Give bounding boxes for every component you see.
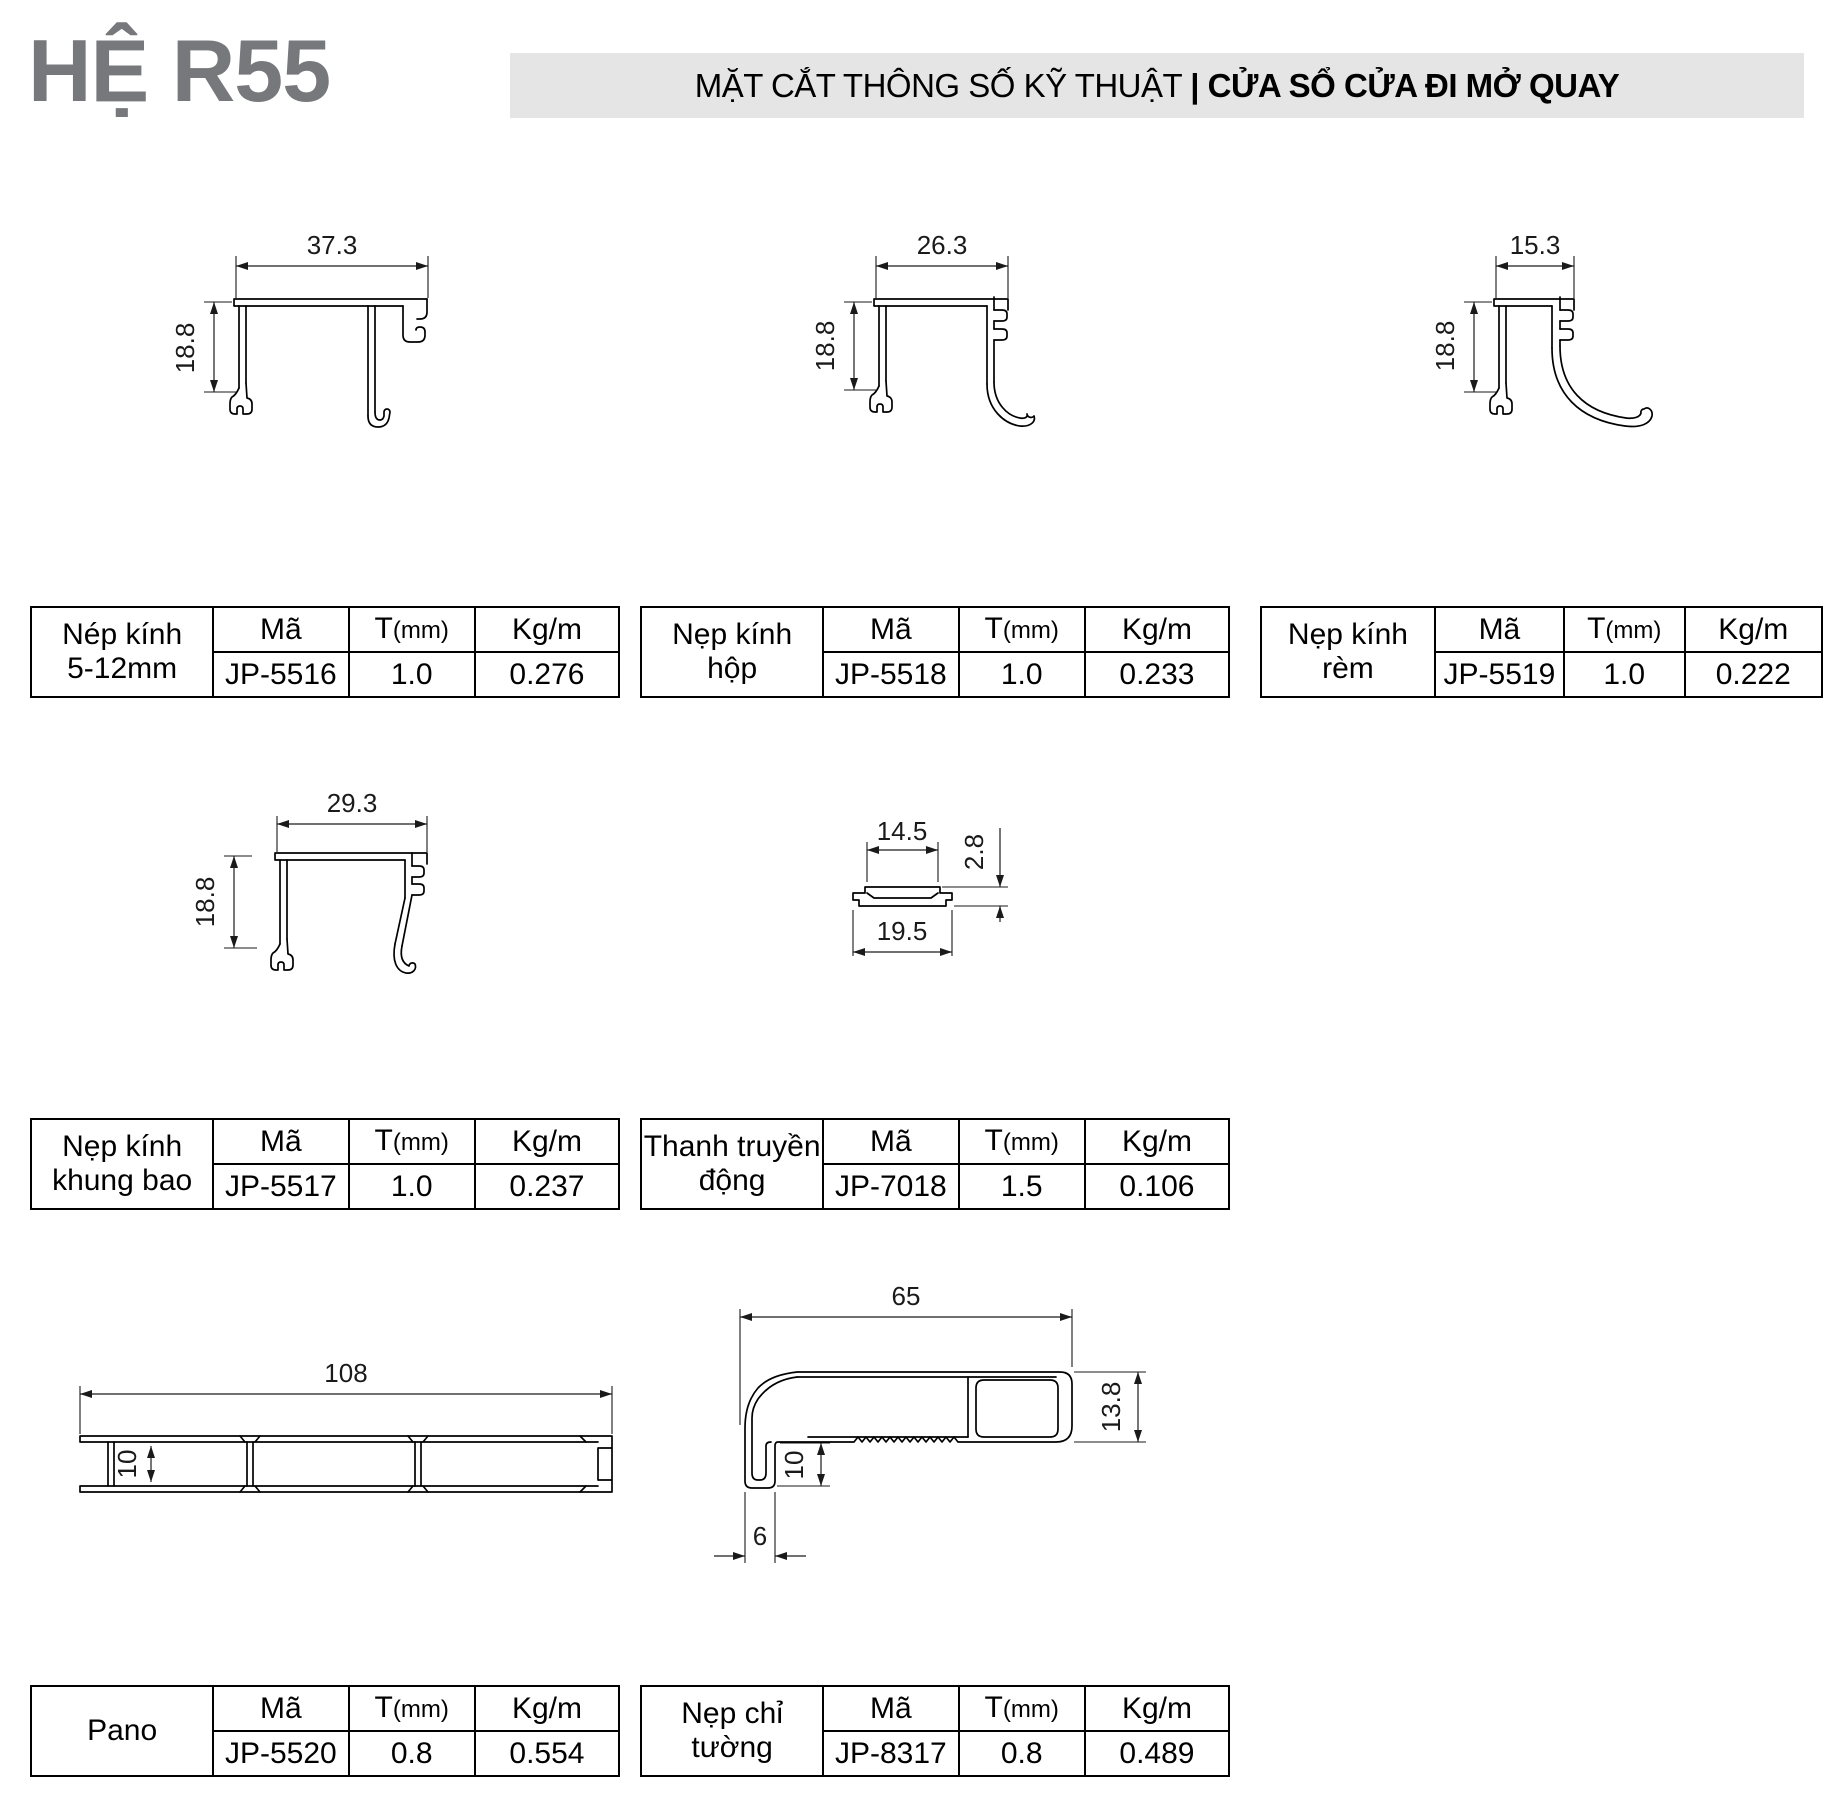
profile-name-cell <box>31 1686 213 1776</box>
profile-code-cell: JP-7018 <box>823 1164 958 1209</box>
profile-weight-cell: 0.233 <box>1085 652 1229 697</box>
profile-name-line1: Pano <box>87 1714 158 1747</box>
dimension-width <box>1496 230 1574 298</box>
profile-code-cell: JP-5518 <box>823 652 958 697</box>
profile-drawing-jp7018 <box>820 790 1080 980</box>
spec-table-jp8317 <box>640 1685 1230 1777</box>
dimension-height <box>112 1446 151 1482</box>
dim-width-value: 15.3 <box>1509 230 1561 260</box>
col-header-weight: Kg/m <box>1685 607 1822 652</box>
profile-thickness-cell: 0.8 <box>959 1731 1085 1776</box>
profile-weight-cell: 0.489 <box>1085 1731 1229 1776</box>
col-header-weight: Kg/m <box>475 1119 619 1164</box>
profile-name-cell <box>641 607 823 697</box>
dim-thickness-value: 2.8 <box>959 833 989 871</box>
col-header-code: Mã <box>823 1119 958 1164</box>
header-subtitle: MẶT CẮT THÔNG SỐ KỸ THUẬT <box>694 66 1191 104</box>
profile-name-line2: tường <box>691 1731 773 1764</box>
col-header-code: Mã <box>213 1119 348 1164</box>
profile-thickness-cell: 1.0 <box>1564 652 1685 697</box>
profile-name-cell <box>641 1119 823 1209</box>
profile-code-cell: JP-5516 <box>213 652 348 697</box>
profile-thickness-cell: 0.8 <box>349 1731 475 1776</box>
profile-drawing-jp5519 <box>1400 198 1800 448</box>
profile-weight-cell: 0.554 <box>475 1731 619 1776</box>
dim-width-value: 108 <box>324 1358 368 1388</box>
spec-table-jp7018 <box>640 1118 1230 1210</box>
profile-name-line2: động <box>698 1164 766 1197</box>
profile-name-line1: Nẹp kính <box>1287 618 1408 651</box>
dim-width-value: 37.3 <box>306 230 358 260</box>
profile-weight-cell: 0.106 <box>1085 1164 1229 1209</box>
profile-drawing-jp5517 <box>180 778 530 1018</box>
col-header-code: Mã <box>213 607 348 652</box>
dim-width-value: 65 <box>891 1285 921 1311</box>
col-header-code: Mã <box>823 607 958 652</box>
profile-drawing-jp5518 <box>780 198 1180 448</box>
dim-height-value: 18.8 <box>170 322 200 374</box>
col-header-thickness: T(mm) <box>959 1119 1085 1164</box>
profile-name-cell <box>1261 607 1435 697</box>
profile-drawing-jp5516 <box>140 198 540 448</box>
dimension-width <box>236 230 428 298</box>
spec-table-jp5516 <box>30 606 620 698</box>
header-subtitle-bold: | CỬA SỔ CỬA ĐI MỞ QUAY <box>1190 66 1620 104</box>
profile-name-cell <box>641 1686 823 1776</box>
profile-outline <box>870 297 1034 426</box>
profile-weight-cell: 0.222 <box>1685 652 1822 697</box>
spec-table-jp5518 <box>640 606 1230 698</box>
profile-name-line2: rèm <box>1322 652 1374 685</box>
profile-name-cell <box>31 1119 213 1209</box>
profile-name-line1: Nép kính <box>62 618 183 651</box>
profile-drawing-jp5520 <box>50 1358 650 1538</box>
dim-top-value: 14.5 <box>876 816 928 846</box>
col-header-thickness: T(mm) <box>349 1686 475 1731</box>
profile-name-line1: Nẹp chỉ <box>681 1697 783 1730</box>
profile-outline <box>230 299 427 427</box>
spec-table-jp5519 <box>1260 606 1823 698</box>
dimension-height <box>810 302 876 390</box>
profile-drawing-jp8317 <box>700 1285 1180 1625</box>
profile-code-cell: JP-5517 <box>213 1164 348 1209</box>
dim-bottom-value: 19.5 <box>876 916 928 946</box>
profile-code-cell: JP-8317 <box>823 1731 958 1776</box>
dimension-height <box>1430 302 1496 392</box>
profile-code-cell: JP-5519 <box>1435 652 1564 697</box>
dimension-foot-width <box>714 1492 806 1563</box>
profile-outline <box>1490 297 1652 427</box>
dimension-width <box>740 1285 1072 1425</box>
profile-thickness-cell: 1.0 <box>959 652 1085 697</box>
col-header-weight: Kg/m <box>1085 607 1229 652</box>
profile-outline <box>853 887 952 906</box>
profile-thickness-cell: 1.0 <box>349 652 475 697</box>
dimension-height <box>170 302 236 392</box>
profile-name-cell <box>31 607 213 697</box>
profile-name-line1: Nẹp kính <box>672 618 793 651</box>
dim-height-value: 18.8 <box>190 876 220 928</box>
profile-name-line2: 5-12mm <box>67 652 178 685</box>
profile-outline <box>271 853 427 973</box>
dimension-bottom-width <box>853 910 952 956</box>
profile-weight-cell: 0.276 <box>475 652 619 697</box>
dim-width-value: 29.3 <box>326 788 378 818</box>
dim-width-value: 26.3 <box>916 230 968 260</box>
dimension-width <box>876 230 1008 298</box>
col-header-code: Mã <box>213 1686 348 1731</box>
dimension-width <box>277 788 427 852</box>
dim-height-value: 18.8 <box>1430 320 1460 372</box>
col-header-weight: Kg/m <box>1085 1686 1229 1731</box>
profile-code-cell: JP-5520 <box>213 1731 348 1776</box>
page-title: HỆ R55 <box>28 21 331 120</box>
profile-thickness-cell: 1.0 <box>349 1164 475 1209</box>
header-bar <box>510 53 1804 118</box>
dimension-height <box>1074 1372 1146 1442</box>
col-header-code: Mã <box>823 1686 958 1731</box>
profile-name-line1: Nẹp kính <box>62 1130 183 1163</box>
spec-table-jp5517 <box>30 1118 620 1210</box>
col-header-thickness: T(mm) <box>959 1686 1085 1731</box>
dim-height-value: 10 <box>112 1449 142 1479</box>
profile-name-line2: hộp <box>707 652 758 685</box>
col-header-thickness: T(mm) <box>349 607 475 652</box>
profile-name-line2: khung bao <box>52 1164 193 1197</box>
dimension-thickness <box>942 828 1008 922</box>
profile-outline <box>80 1436 612 1492</box>
dimension-top-width <box>867 816 938 882</box>
dimension-width <box>80 1358 612 1434</box>
profile-name-line1: Thanh truyền <box>643 1130 821 1163</box>
col-header-thickness: T(mm) <box>959 607 1085 652</box>
col-header-thickness: T(mm) <box>1564 607 1685 652</box>
dim-height-value: 18.8 <box>810 320 840 372</box>
col-header-code: Mã <box>1435 607 1564 652</box>
col-header-weight: Kg/m <box>1085 1119 1229 1164</box>
dim-leg-value: 10 <box>779 1450 809 1480</box>
dim-height-value: 13.8 <box>1096 1381 1126 1433</box>
dim-foot-value: 6 <box>752 1521 768 1551</box>
profile-weight-cell: 0.237 <box>475 1164 619 1209</box>
spec-table-jp5520 <box>30 1685 620 1777</box>
dimension-leg-height <box>777 1443 830 1486</box>
dimension-height <box>190 856 257 948</box>
col-header-weight: Kg/m <box>475 607 619 652</box>
profile-thickness-cell: 1.5 <box>959 1164 1085 1209</box>
col-header-thickness: T(mm) <box>349 1119 475 1164</box>
col-header-weight: Kg/m <box>475 1686 619 1731</box>
